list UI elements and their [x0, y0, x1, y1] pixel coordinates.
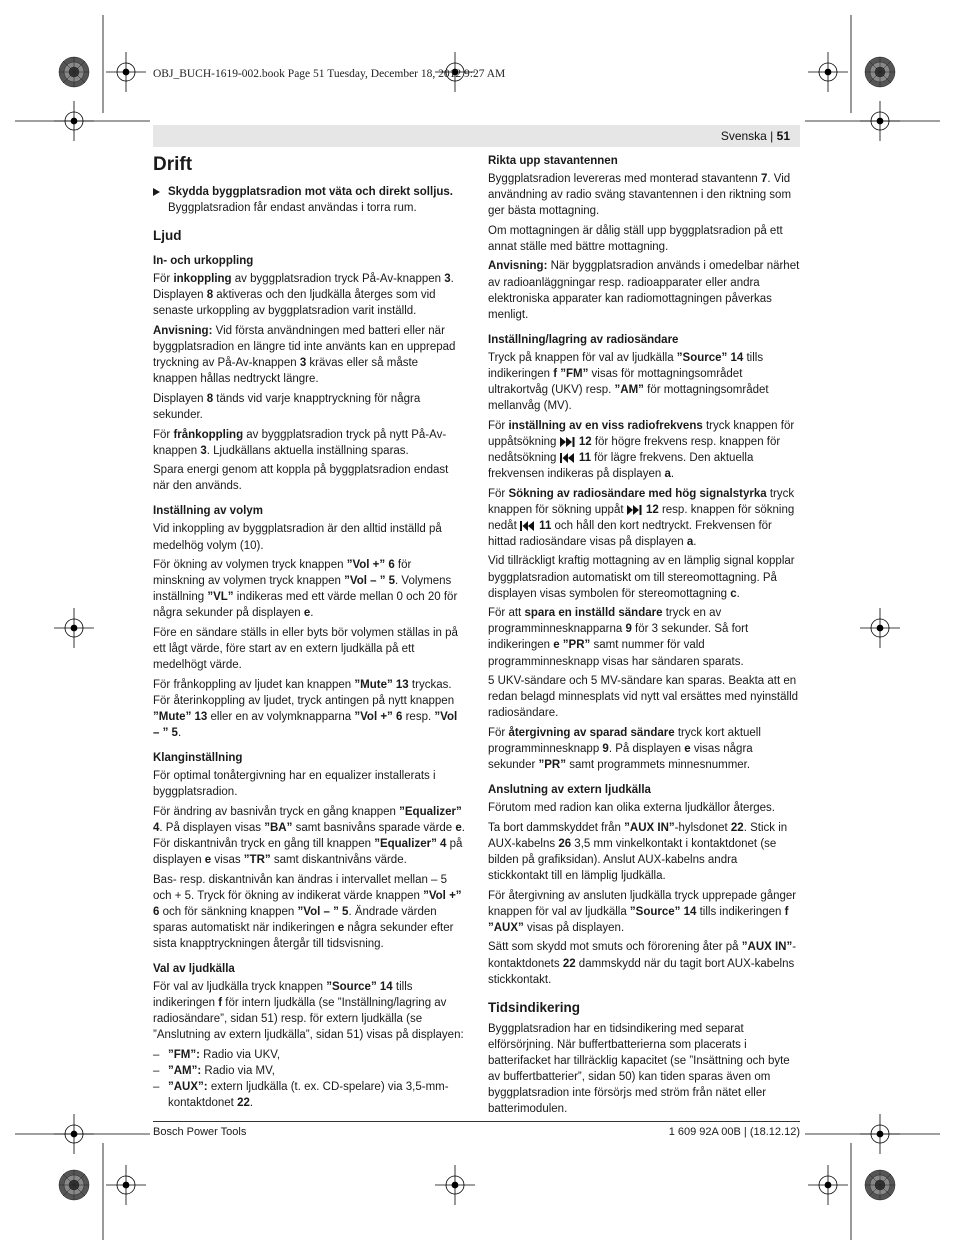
- crosshair-mark: [106, 52, 146, 92]
- seek-down-icon: [560, 453, 576, 463]
- paragraph: Byggplatsradion levereras med monterad stavantenn 7. Vid användning av radio sväng stavantennen i den riktning som ger bästa mottagning.: [488, 173, 792, 218]
- list-item: – ”FM”: Radio via UKV,: [153, 1049, 281, 1062]
- print-job-header: OBJ_BUCH-1619-002.book Page 51 Tuesday, December 18, 2012 9:27 AM: [153, 68, 506, 80]
- paragraph: För inställning av en viss radiofrekvens tryck knappen för uppåtsökning 12 för högre frekvens resp. knappen för nedåtsökning 11 för lägre frekvens. Den aktuella frekvensen indikeras på displayen a.: [488, 419, 795, 480]
- page-number: 51: [776, 129, 790, 143]
- crosshair-mark: [54, 1114, 94, 1154]
- crosshair-mark: [435, 1165, 475, 1205]
- crosshair-mark: [54, 608, 94, 648]
- crosshair-mark: [106, 1165, 146, 1205]
- paragraph: Bas- resp. diskantnivån kan ändras i intervallet mellan – 5 och + 5. Tryck för ökning av indikerat värde knappen ”Vol +” 6 och för sänkning knappen ”Vol – ” 5. Ändrade värden sparas automatiskt när indikeringen e några sekunder efter sista knapptryckningen återgår till tidsvisning.: [153, 873, 462, 951]
- note-paragraph: Anvisning: Vid första användningen med batteri eller när byggplatsradion en längre tid inte använts kan en upprepad tryckning av På-Av-knappen 3 krävas eller så måste knappen hållas nedtryckt längre.: [153, 324, 456, 386]
- source-list: [153, 1047, 465, 1111]
- paragraph: För att spara en inställd sändare tryck en av programminnesknapparna 9 för 3 sekunder. Så fort indikeringen e ”PR” samt nummer för vald programminnesknapp visas har sändaren sparats.: [488, 607, 749, 668]
- paragraph: Displayen 8 tänds vid varje knapptryckning för några sekunder.: [153, 392, 421, 421]
- paragraph: För inkoppling av byggplatsradion tryck På-Av-knappen 3. Displayen 8 aktiveras och den ljudkälla återges som vid senaste urkoppling av byggplatsradion varit inställd.: [153, 273, 454, 318]
- paragraph: För frånkoppling av ljudet kan knappen ”Mute” 13 tryckas. För återinkoppling av ljudet, tryck antingen på nytt knappen ”Mute” 13 eller en av volymknapparna ”Vol +” 6 resp. ”Vol – ” 5.: [153, 678, 458, 740]
- crosshair-mark: [54, 101, 94, 141]
- warning-paragraph: Skydda byggplatsradion mot väta och direkt solljus. Byggplatsradion får endast användas i torra rum.: [153, 184, 465, 216]
- paragraph: För ökning av volymen tryck knappen ”Vol +” 6 för minskning av volymen tryck knappen ”Vol – ” 5. Volymens inställning ”VL” indikeras med ett värde mellan 0 och 20 för några sekunder på displayen e.: [153, 559, 458, 620]
- heading-onoff: In- och urkoppling: [153, 255, 254, 268]
- seek-down-icon: [520, 521, 536, 531]
- paragraph: Förutom med radion kan olika externa ljudkällor återges.: [488, 802, 776, 815]
- paragraph: För Sökning av radiosändare med hög signalstyrka tryck knappen för sökning uppåt 12 resp. knappen för sökning nedåt 11 och håll den kort nedtryckt. Frekvensen för hittad radiosändare visas på displayen a.: [488, 487, 795, 548]
- paragraph: För ändring av basnivån tryck en gång knappen ”Equalizer” 4. På displayen visas ”BA” samt basnivåns sparade värde e. För diskantnivån tryck en gång till knappen ”Equalizer” 4 på displayen e visas ”TR” samt diskantnivåns värde.: [153, 805, 465, 867]
- heading-antenna: Rikta upp stavantennen: [488, 155, 618, 167]
- footer-doc-number: 1 609 92A 00B | (18.12.12): [668, 1126, 800, 1138]
- heading-time: Tidsindikering: [488, 999, 581, 1015]
- paragraph: För frånkoppling av byggplatsradion tryck på nytt På-Av-knappen 3. Ljudkällans aktuella inställning sparas.: [153, 428, 447, 457]
- heading-ljud: Ljud: [153, 228, 182, 244]
- color-registration-wheel: [59, 57, 89, 87]
- heading-volume: Inställning av volym: [153, 505, 263, 518]
- paragraph: 5 UKV-sändare och 5 MV-sändare kan sparas. Beakta att en redan belagd minnesplats vid nytt val ersättes med nyinställd radiosändare.: [488, 675, 799, 720]
- seek-up-icon: [560, 437, 576, 447]
- paragraph: För val av ljudkälla tryck knappen ”Source” 14 tills indikeringen f för intern ljudkälla (se ”Inställning/lagring av radiosändare”, sidan 51) resp. för extern ljudkälla (se ”Anslutning av extern ljudkälla”, sidan 51) visas på displayen:: [153, 981, 464, 1042]
- crosshair-mark: [808, 52, 848, 92]
- heading-source: Val av ljudkälla: [153, 963, 235, 976]
- crosshair-mark: [860, 101, 900, 141]
- paragraph: Vid inkoppling av byggplatsradion är den alltid inställd på medelhög volym (10).: [153, 523, 442, 552]
- note-paragraph: Anvisning: När byggplatsradion används i omedelbar närhet av radioanläggningar resp. radioapparater eller andra elektroniska apparater kan radiomottagningen påverkas menligt.: [488, 260, 800, 321]
- running-header-bar: [153, 125, 800, 147]
- list-item: – ”AUX”: extern ljudkälla (t. ex. CD-spelare) via 3,5-mm-kontaktdonet 22.: [153, 1081, 449, 1110]
- paragraph: Sätt som skydd mot smuts och förorening åter på ”AUX IN”-kontaktdonets 22 dammskydd när du tagit bort AUX-kabelns stickkontakt.: [488, 941, 797, 986]
- left-column: [153, 154, 465, 1111]
- running-header: Svenska | 51: [720, 129, 790, 143]
- crosshair-mark: [860, 608, 900, 648]
- heading-radio: Inställning/lagring av radiosändare: [488, 333, 679, 346]
- paragraph: För återgivning av ansluten ljudkälla tryck upprepade gånger knappen för val av ljudkälla ”Source” 14 tills indikeringen f ”AUX” visas på displayen.: [488, 889, 797, 934]
- paragraph: Spara energi genom att koppla på byggplatsradion endast när den används.: [153, 464, 449, 493]
- paragraph: Före en sändare ställs in eller byts bör volymen ställas in på ett lågt värde, före start av en extern ljudkälla på ett medelhögt värde.: [153, 626, 458, 672]
- paragraph: Vid tillräckligt kraftig mottagning av en lämplig signal kopplar byggplatsradion automatiskt om till stereomottagning. På displayen visas symbolen för stereomottagning c.: [488, 555, 795, 600]
- list-item: – ”AM”: Radio via MV,: [153, 1065, 275, 1078]
- paragraph: För optimal tonåtergivning har en equalizer installerats i byggplatsradion.: [153, 770, 436, 799]
- footer-rule: [153, 1121, 800, 1122]
- footer-brand: Bosch Power Tools: [153, 1126, 247, 1138]
- paragraph: Byggplatsradion har en tidsindikering med separat elförsörjning. När buffertbatterierna som placerats i batterifacket har tillräcklig kapacitet (se ”Insättning och byte av buffertbatterier”, sidan 50) kan tiden sparas även om byggplatsradion inte försörjs med ström från nätet eller batterimodulen.: [488, 1022, 790, 1116]
- header-language: Svenska: [720, 129, 767, 143]
- crosshair-mark: [860, 1114, 900, 1154]
- paragraph: För återgivning av sparad sändare tryck kort aktuell programminnesknapp 9. På displayen e visas några sekunder ”PR” samt programmets minnesnummer.: [488, 726, 761, 772]
- right-column: [488, 154, 800, 1121]
- heading-sound: Klanginställning: [153, 752, 243, 765]
- seek-up-icon: [627, 505, 643, 515]
- paragraph: Tryck på knappen för val av ljudkälla ”Source” 14 tills indikeringen f ”FM” visas för mottagningsområdet ultrakortvåg (UKV) resp. ”AM” för mottagningsområdet mellanvåg (MV).: [488, 351, 769, 413]
- color-registration-wheel: [865, 57, 895, 87]
- triangle-bullet-icon: [153, 188, 160, 196]
- color-registration-wheel: [59, 1170, 89, 1200]
- paragraph: Ta bort dammskyddet från ”AUX IN”-hylsdonet 22. Stick in AUX-kabelns 26 3,5 mm vinkelkontakt i kontaktdonet (se bilden på grafiksidan). Anslut AUX-kabelns andra stickkontakt till en lämplig ljudkälla.: [488, 821, 788, 883]
- crosshair-mark: [808, 1165, 848, 1205]
- color-registration-wheel: [865, 1170, 895, 1200]
- heading-aux: Anslutning av extern ljudkälla: [488, 784, 651, 797]
- section-title: Drift: [153, 154, 193, 175]
- paragraph: Om mottagningen är dålig ställ upp byggplatsradion på ett annat ställe med bättre mottagning.: [488, 224, 783, 253]
